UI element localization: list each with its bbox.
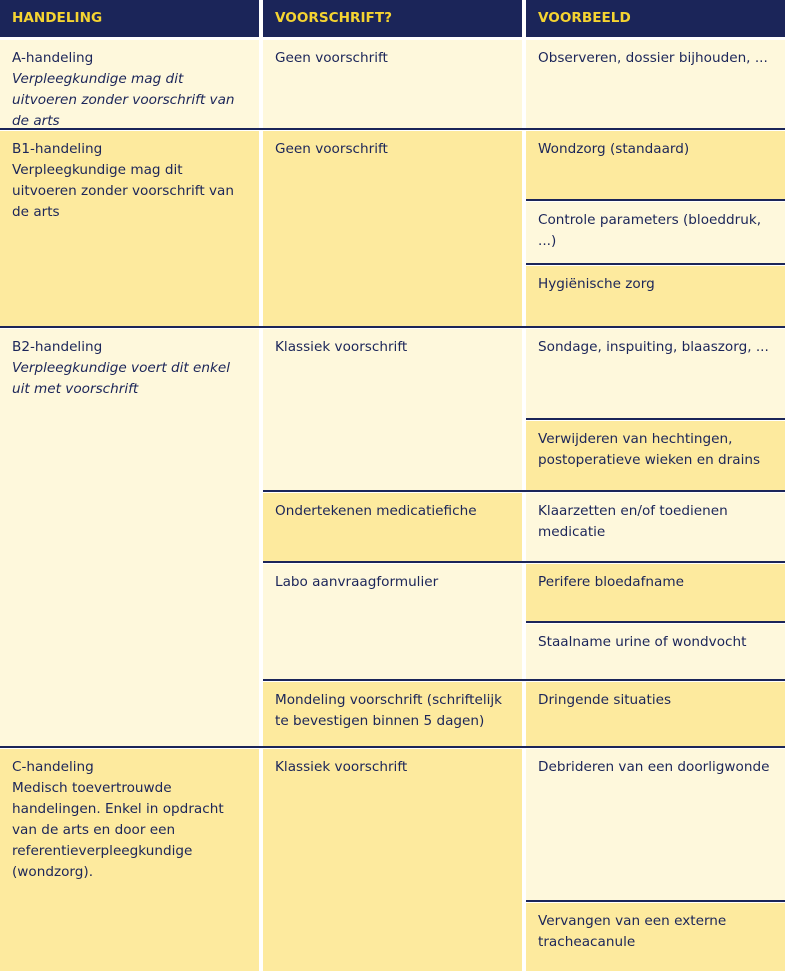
handeling-title: C-handeling (12, 759, 94, 775)
header-handeling: HANDELING (0, 0, 259, 37)
row-divider (526, 263, 785, 265)
voorschrift-cell: Geen voorschrift (263, 131, 522, 326)
voorbeeld-cell: Hygiënische zorg (526, 266, 785, 326)
voorschrift-cell: Klassiek voorschrift (263, 329, 522, 490)
handeling-title: B1-handeling (12, 141, 103, 157)
voorbeeld-cell: Wondzorg (standaard) (526, 131, 785, 199)
voorschrift-cell: Geen voorschrift (263, 40, 522, 128)
handeling-description: Verpleegkundige mag dit uitvoeren zonder voorschrift van de arts (12, 71, 235, 128)
row-divider (0, 326, 785, 328)
voorschrift-cell: Klassiek voorschrift (263, 749, 522, 971)
row-divider (263, 490, 785, 492)
voorbeeld-cell: Verwijderen van hechtingen, postoperatieve wieken en drains (526, 421, 785, 490)
header-voorbeeld: VOORBEELD (526, 0, 785, 37)
row-divider (263, 561, 785, 563)
handeling-b2-cell (0, 329, 259, 746)
handeling-description: Verpleegkundige mag dit uitvoeren zonder voorschrift van de arts (12, 162, 235, 220)
handeling-b1-cell (0, 131, 259, 326)
voorbeeld-cell: Sondage, inspuiting, blaaszorg, ... (526, 329, 785, 418)
voorbeeld-cell: Staalname urine of wondvocht (526, 624, 785, 679)
voorschrift-cell: Mondeling voorschrift (schriftelijk te bevestigen binnen 5 dagen) (263, 682, 522, 746)
handeling-a-cell (0, 40, 259, 128)
row-divider (526, 418, 785, 420)
voorbeeld-cell: Observeren, dossier bijhouden, ... (526, 40, 785, 128)
voorschrift-cell: Labo aanvraagformulier (263, 564, 522, 679)
handeling-c-cell (0, 749, 259, 971)
handeling-title: A-handeling (12, 50, 94, 66)
voorbeeld-cell: Dringende situaties (526, 682, 785, 746)
voorbeeld-cell: Controle parameters (bloeddruk, ...) (526, 202, 785, 263)
row-divider (526, 621, 785, 623)
voorbeeld-cell: Klaarzetten en/of toedienen medicatie (526, 493, 785, 561)
voorbeeld-cell: Debrideren van een doorligwonde (526, 749, 785, 900)
voorbeeld-cell: Vervangen van een externe tracheacanule (526, 903, 785, 971)
row-divider (526, 199, 785, 201)
row-divider (263, 679, 785, 681)
handeling-title: B2-handeling (12, 339, 103, 355)
handeling-description: Verpleegkundige voert dit enkel uit met voorschrift (12, 360, 231, 397)
voorbeeld-cell: Perifere bloedafname (526, 564, 785, 621)
row-divider (0, 128, 785, 130)
handeling-description: Medisch toevertrouwde handelingen. Enkel in opdracht van de arts en door een referentieverpleegkundige (wondzorg). (12, 780, 224, 880)
voorschrift-cell: Ondertekenen medicatiefiche (263, 493, 522, 561)
row-divider (0, 746, 785, 748)
row-divider (526, 900, 785, 902)
header-voorschrift: VOORSCHRIFT? (263, 0, 522, 37)
